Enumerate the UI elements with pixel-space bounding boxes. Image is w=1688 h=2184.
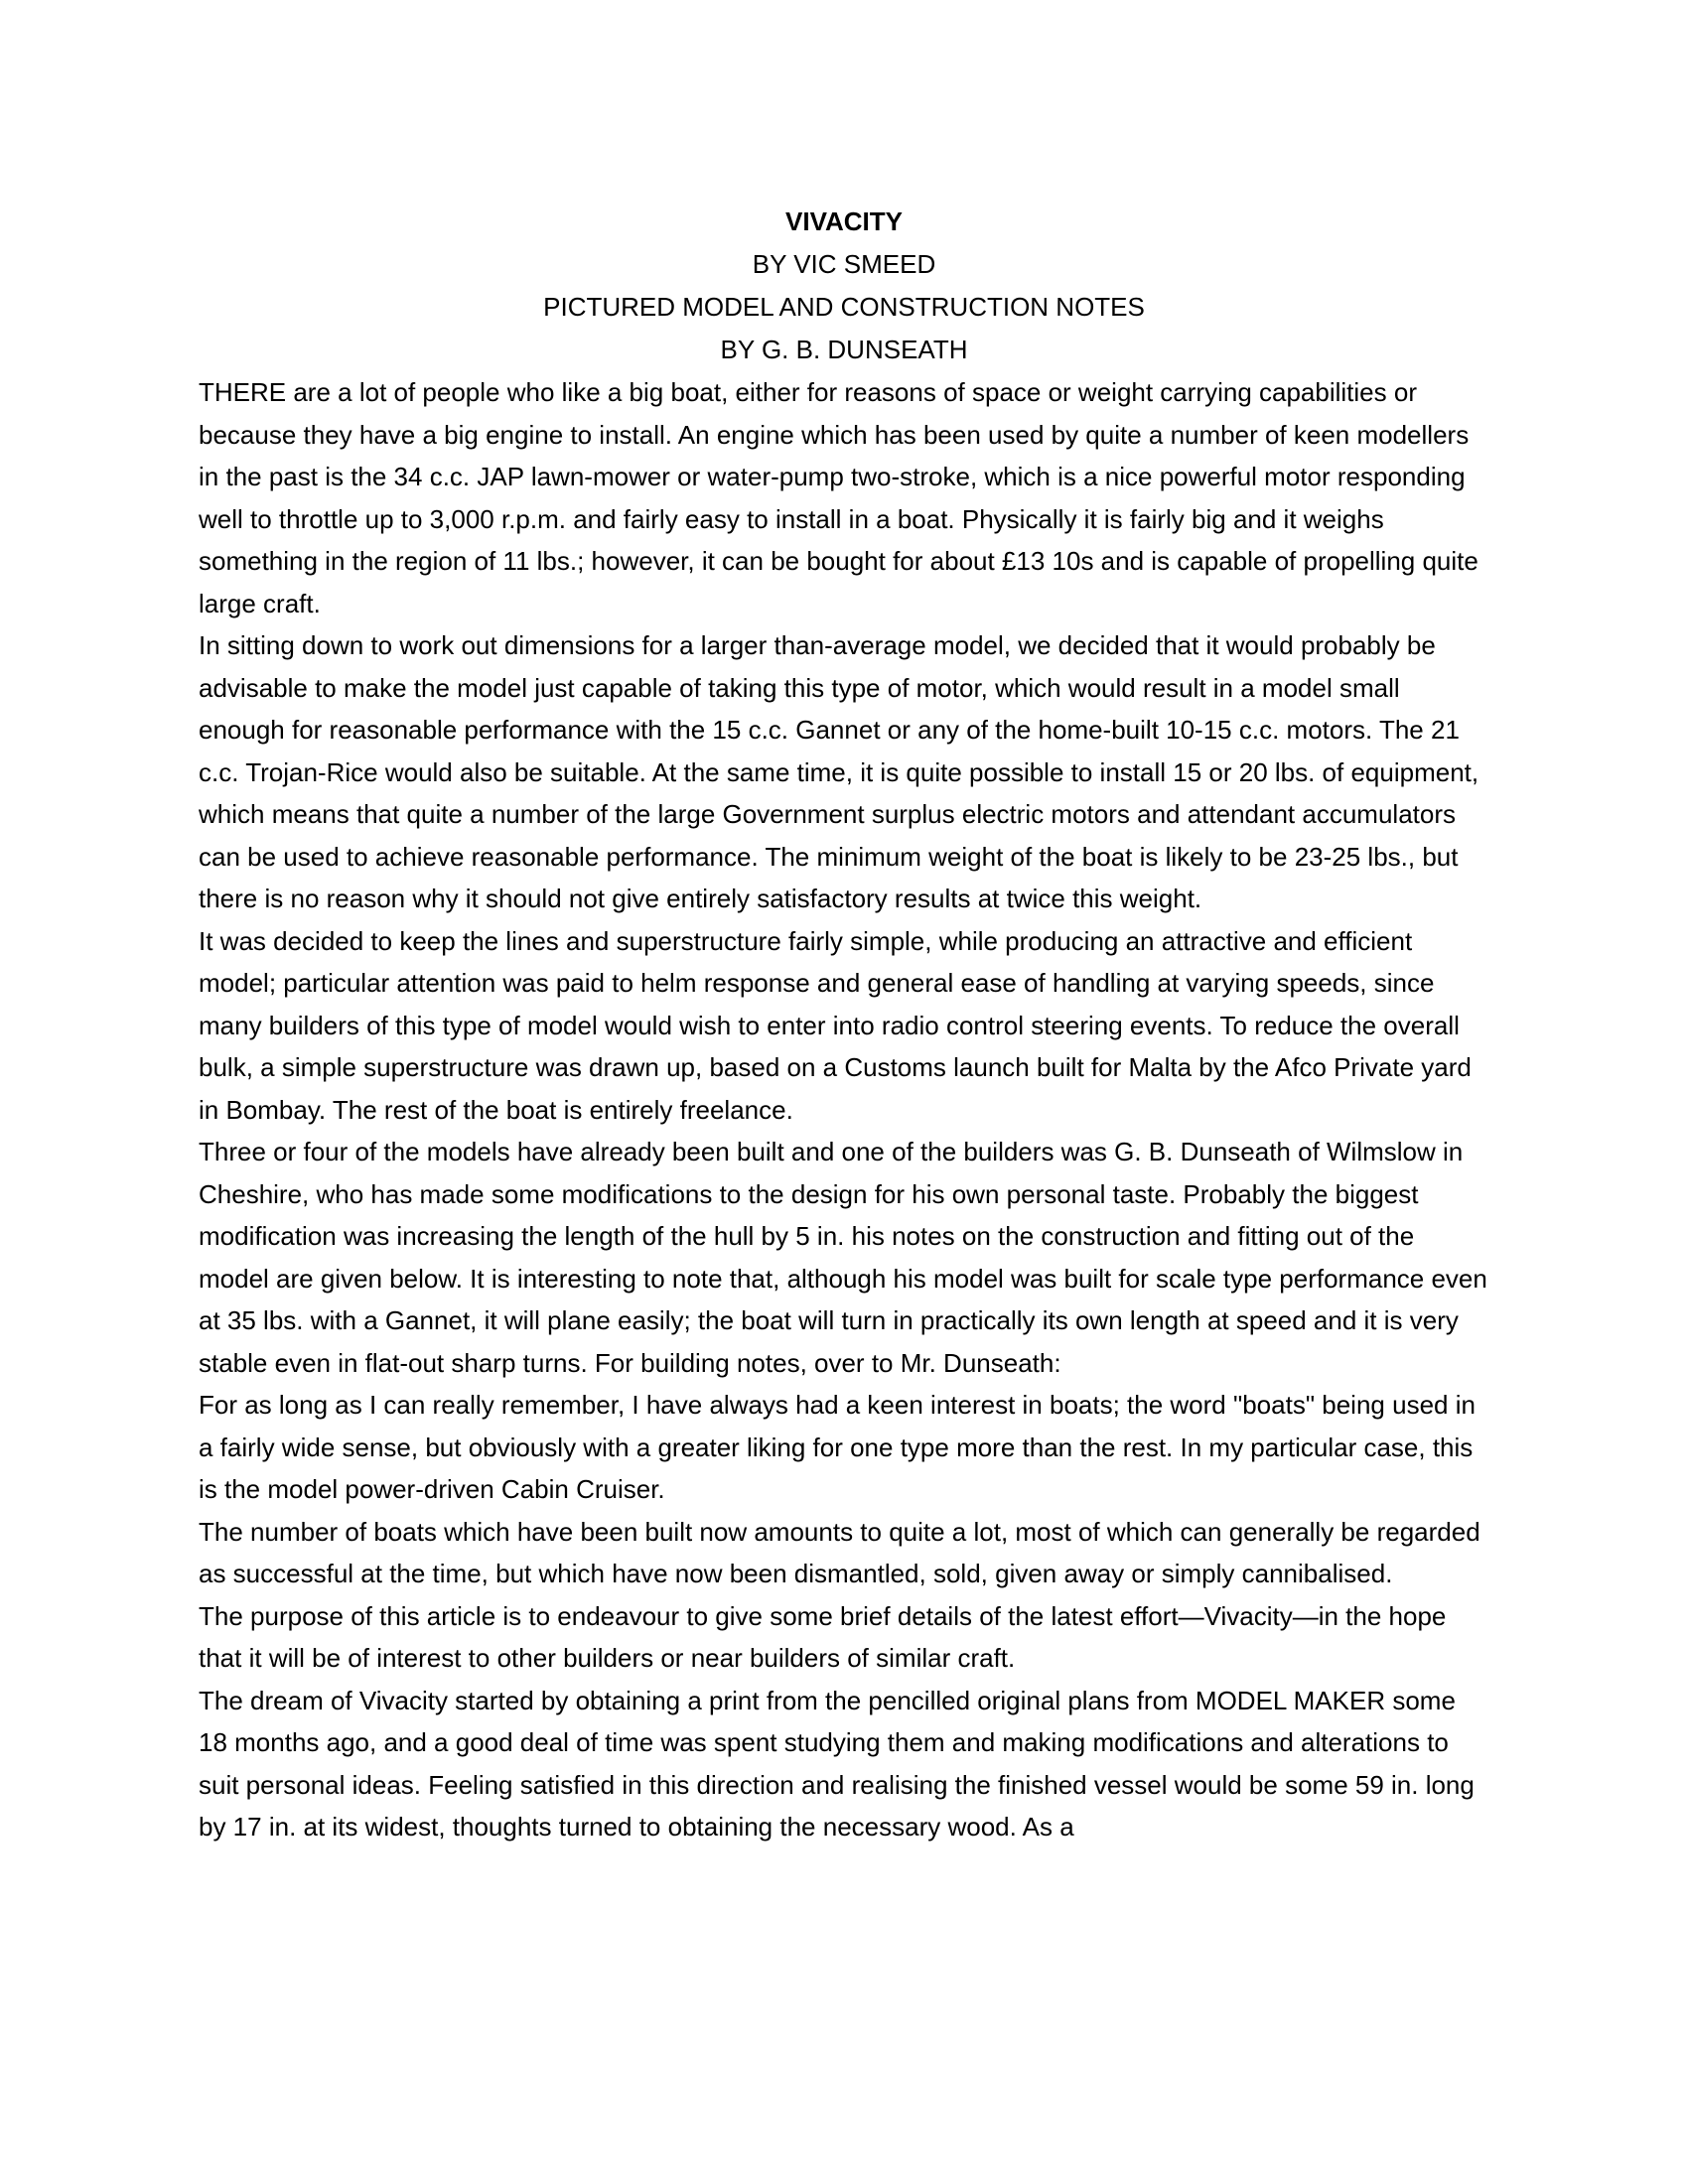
paragraph-1: THERE are a lot of people who like a big boat, either for reasons of space or weight carrying capabilities or because they have a big engine to install. An engine which has been used by quite a number of keen modellers in the past is the 34 c.c. JAP lawn-mower or water-pump two-stroke, which is a nice powerful motor responding well to throttle up to 3,000 r.p.m. and fairly easy to install in a boat. Physically it is fairly big and it weighs something in the region of 11 lbs.; however, it can be bought for about £13 10s and is capable of propelling quite large craft.: [199, 377, 1478, 618]
author-byline: BY VIC SMEED: [752, 249, 936, 279]
article-subtitle: PICTURED MODEL AND CONSTRUCTION NOTES: [543, 292, 1145, 322]
paragraph-7: The purpose of this article is to endeavour to give some brief details of the latest effort—Vivacity—in the hope that it will be of interest to other builders or near builders of similar craft.: [199, 1600, 1447, 1673]
paragraph-2: In sitting down to work out dimensions for a larger than-average model, we decided that it would probably be advisable to make the model just capable of taking this type of motor, which would result in a model small enough for reasonable performance with the 15 c.c. Gannet or any of the home-built 10-15 c.c. motors. The 21 c.c. Trojan-Rice would also be suitable. At the same time, it is quite possible to install 15 or 20 lbs. of equipment, which means that quite a number of the large Government surplus electric motors and attendant accumulators can be used to achieve reasonable performance. The minimum weight of the boat is likely to be 23-25 lbs., but there is no reason why it should not give entirely satisfactory results at twice this weight.: [199, 630, 1479, 913]
paragraph-6: The number of boats which have been built now amounts to quite a lot, most of which can generally be regarded as successful at the time, but which have now been dismantled, sold, given away or simply cannibalised.: [199, 1516, 1480, 1588]
secondary-byline: BY G. B. DUNSEATH: [720, 335, 968, 364]
paragraph-4: Three or four of the models have already been built and one of the builders was G. B. Dunseath of Wilmslow in Cheshire, who has made some modifications to the design for his own personal taste. Probably the biggest modification was increasing the length of the hull by 5 in. his notes on the construction and fitting out of the model are given below. It is interesting to note that, although his model was built for scale type performance even at 35 lbs. with a Gannet, it will plane easily; the boat will turn in practically its own length at speed and it is very stable even in flat-out sharp turns. For building notes, over to Mr. Dunseath:: [199, 1137, 1487, 1378]
paragraph-8: The dream of Vivacity started by obtaining a print from the pencilled original plans from MODEL MAKER some 18 months ago, and a good deal of time was spent studying them and making modifications and alterations to suit personal ideas. Feeling satisfied in this direction and realising the finished vessel would be some 59 in. long by 17 in. at its widest, thoughts turned to obtaining the necessary wood. As a: [199, 1685, 1475, 1842]
article-body: [199, 371, 1489, 1848]
article-title: VIVACITY: [785, 206, 903, 236]
article-header: [0, 201, 1688, 371]
paragraph-3: It was decided to keep the lines and superstructure fairly simple, while producing an attractive and efficient model; particular attention was paid to helm response and general ease of handling at varying speeds, since many builders of this type of model would wish to enter into radio control steering events. To reduce the overall bulk, a simple superstructure was drawn up, based on a Customs launch built for Malta by the Afco Private yard in Bombay. The rest of the boat is entirely freelance.: [199, 925, 1472, 1125]
paragraph-5: For as long as I can really remember, I have always had a keen interest in boats; the word "boats" being used in a fairly wide sense, but obviously with a greater liking for one type more than the rest. In my particular case, this is the model power-driven Cabin Cruiser.: [199, 1390, 1476, 1504]
